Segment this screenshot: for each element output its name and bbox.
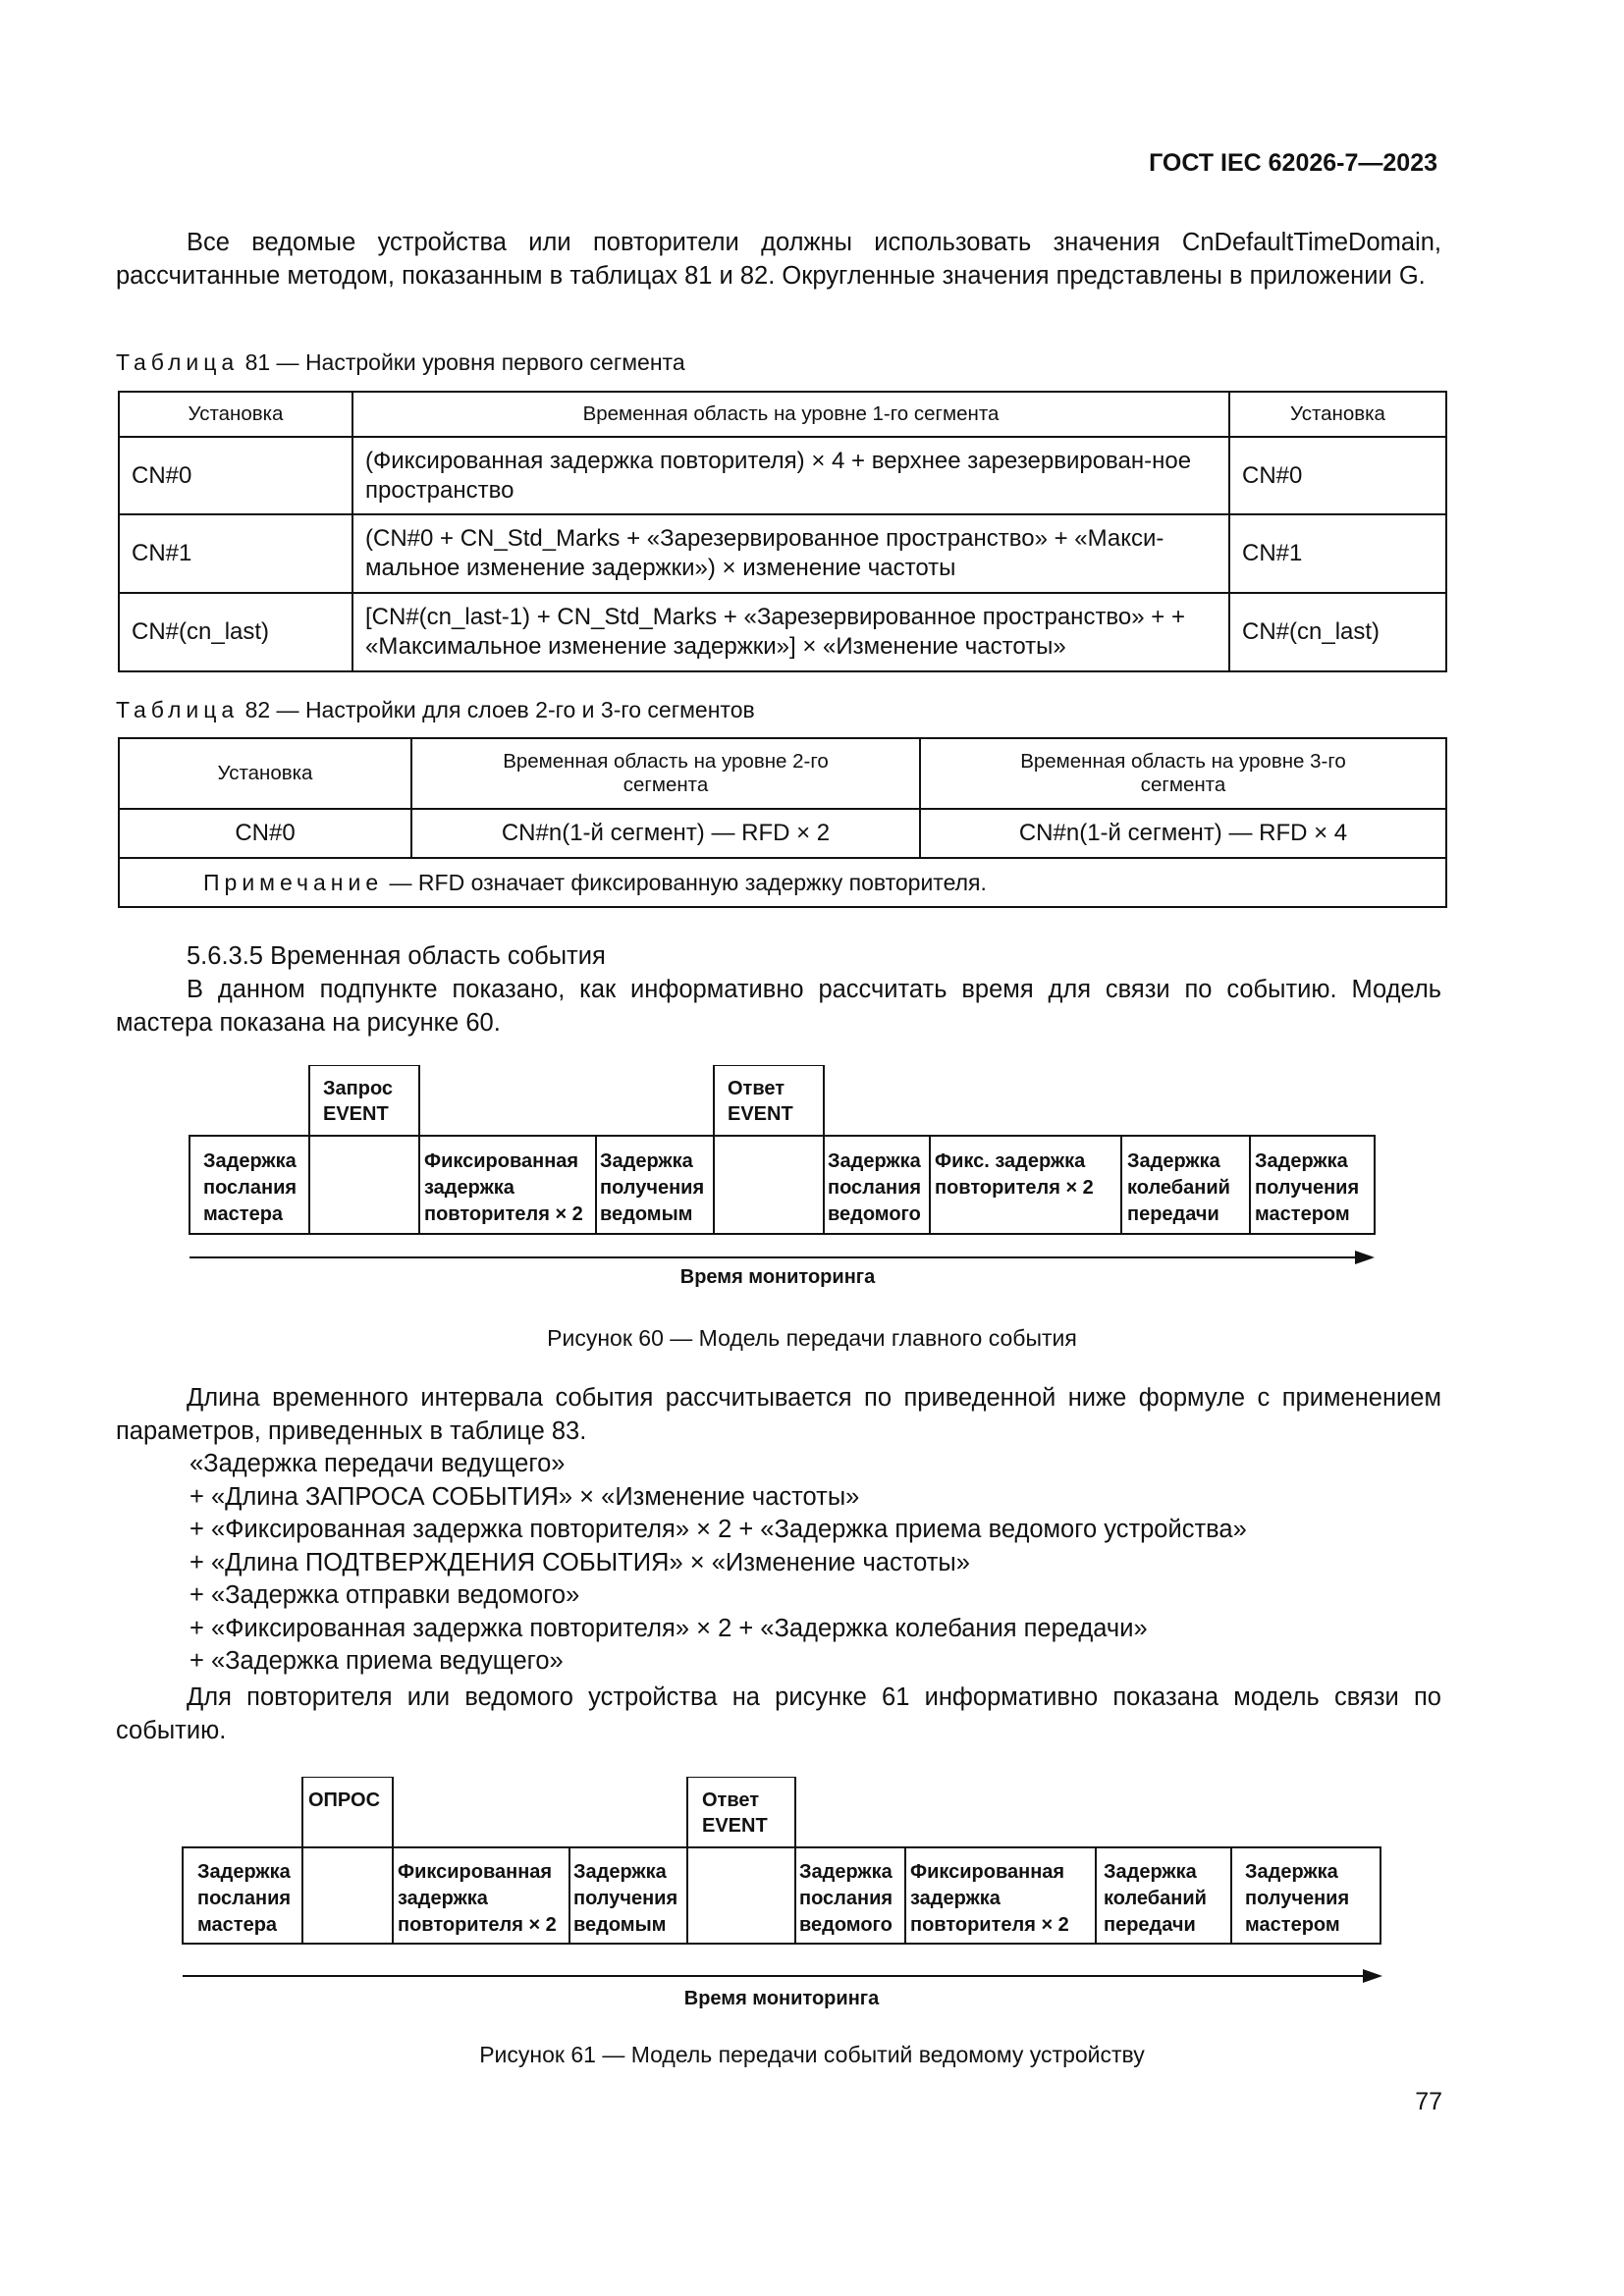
table81-header-cell: Установка [119, 392, 352, 437]
table82-caption-word: Таблица [116, 697, 240, 722]
fig61-box-label: послания [197, 1888, 292, 1909]
note-text: — RFD означает фиксированную задержку повторителя. [383, 869, 987, 895]
table82-note [119, 858, 1446, 907]
table-cell: CN#0 [119, 437, 352, 514]
fig61-box-label: Фиксированная [398, 1861, 553, 1883]
table82-header-cell: Установка [119, 738, 411, 809]
formula-line: + «Фиксированная задержка повторителя» × 2 + «Задержка приема ведомого устройства» [189, 1516, 1247, 1543]
fig60-box-label: Фикс. задержка [935, 1150, 1086, 1172]
fig61-box-label: Задержка [573, 1861, 667, 1883]
formula-lines [79, 1448, 1453, 1679]
fig61-box-label: получения [1245, 1888, 1350, 1909]
table82-header-cell: Временная область на уровне 2-го сегмента [411, 738, 920, 809]
event-response-box [687, 1777, 795, 1847]
fig60-box-label: Задержка [1255, 1150, 1348, 1172]
section-heading: 5.6.3.5 Временная область события [187, 942, 606, 970]
fig61-top-label: Ответ [702, 1789, 760, 1811]
figure60-caption: Рисунок 60 — Модель передачи главного события [547, 1325, 1077, 1351]
fig61-box-label: мастером [1245, 1914, 1340, 1936]
fig60-box-label: Задержка [203, 1150, 297, 1172]
fig61-box-label: Задержка [197, 1861, 291, 1883]
formula-outro-text: Для повторителя или ведомого устройства на рисунке 61 информативно показана модель связи по событию. [116, 1683, 1441, 1744]
fig60-top-label: Запрос [323, 1078, 394, 1099]
fig61-box-label: повторителя × 2 [398, 1914, 557, 1936]
formula-line: + «Длина ЗАПРОСА СОБЫТИЯ» × «Изменение частоты» [189, 1482, 860, 1511]
fig61-axis-label: Время мониторинга [683, 1988, 880, 2009]
fig60-box-label: получения [600, 1177, 705, 1199]
fig61-box-label: получения [573, 1888, 678, 1909]
fig60-box-label: Задержка [1127, 1150, 1220, 1172]
table-cell: CN#1 [1229, 514, 1446, 593]
fig61-box-label: повторителя × 2 [910, 1914, 1069, 1936]
table82-header-cell: Временная область на уровне 3-го сегмента [920, 738, 1446, 809]
table-cell: CN#(cn_last) [119, 593, 352, 671]
fig60-box-label: колебаний [1127, 1177, 1230, 1199]
fig60-box-label: повторителя × 2 [935, 1177, 1094, 1199]
time-axis-arrow [1355, 1251, 1375, 1264]
figure61-caption: Рисунок 61 — Модель передачи событий ведомому устройству [479, 2042, 1145, 2067]
fig61-top-label: ОПРОС [308, 1789, 381, 1811]
fig60-box-label: получения [1255, 1177, 1360, 1199]
formula-line: + «Задержка приема ведущего» [189, 1647, 564, 1675]
table-row [119, 593, 1446, 671]
page-number: 77 [1415, 2088, 1442, 2115]
fig61-box-label: Задержка [1245, 1861, 1338, 1883]
poll-box [302, 1777, 393, 1847]
formula-line: + «Фиксированная задержка повторителя» × 2 + «Задержка колебания передачи» [189, 1614, 1148, 1642]
fig61-box-label: задержка [398, 1888, 488, 1909]
formula-intro [116, 1381, 1441, 1448]
formula-intro-text: Длина временного интервала события рассчитывается по приведенной ниже формуле с применением параметров, приведенных в таблице 83. [116, 1384, 1441, 1445]
fig60-box-label: Задержка [828, 1150, 921, 1172]
table-82 [118, 737, 1447, 908]
fig61-box-label: задержка [910, 1888, 1001, 1909]
formula-line: + «Задержка отправки ведомого» [189, 1581, 580, 1609]
table-cell: CN#n(1-й сегмент) — RFD × 2 [411, 809, 920, 858]
fig60-box-label: задержка [424, 1177, 514, 1199]
fig61-box-label: ведомым [573, 1914, 667, 1936]
fig60-box-label: послания [828, 1177, 922, 1199]
table81-caption-text: 81 — Настройки уровня первого сегмента [244, 349, 685, 375]
fig60-box-label: передачи [1127, 1203, 1219, 1225]
table-cell: CN#n(1-й сегмент) — RFD × 4 [920, 809, 1446, 858]
fig61-box-label: Задержка [1104, 1861, 1197, 1883]
event-request-box [309, 1065, 419, 1136]
table-cell: CN#0 [119, 809, 411, 858]
fig61-box-label: Фиксированная [910, 1861, 1065, 1883]
table-cell: (Фиксированная задержка повторителя) × 4 + верхнее зарезервирован-ное пространство [352, 437, 1229, 514]
fig60-box-label: Задержка [600, 1150, 693, 1172]
table-row [119, 809, 1446, 858]
fig60-box-label: ведомым [600, 1203, 693, 1225]
table-cell: (CN#0 + CN_Std_Marks + «Зарезервированное пространство» + «Макси-мальное изменение задержки») × изменение частоты [352, 514, 1229, 593]
table-cell: CN#(cn_last) [1229, 593, 1446, 671]
fig61-top-label: EVENT [702, 1815, 768, 1837]
fig60-box-label: повторителя × 2 [424, 1203, 583, 1225]
intro-paragraph [116, 226, 1441, 293]
fig60-box-label: послания [203, 1177, 298, 1199]
figure-61-diagram [177, 1777, 1399, 2012]
table-81 [118, 391, 1447, 672]
table81-caption [116, 349, 685, 376]
formula-line: «Задержка передачи ведущего» [189, 1450, 566, 1477]
fig61-box-label: передачи [1104, 1914, 1196, 1936]
fig61-box-label: ведомого [799, 1914, 893, 1936]
table-row [119, 437, 1446, 514]
fig61-box-label: послания [799, 1888, 893, 1909]
table81-caption-word: Таблица [116, 349, 240, 375]
table-cell: [CN#(cn_last-1) + CN_Std_Marks + «Зарезервированное пространство» + + «Максимальное изменение задержки»] × «Изменение частоты» [352, 593, 1229, 671]
section-text: В данном подпункте показано, как информативно рассчитать время для связи по событию. Модель мастера показана на рисунке 60. [116, 976, 1441, 1037]
fig60-box-label: Фиксированная [424, 1150, 579, 1172]
event-response-box [714, 1065, 824, 1136]
intro-text: Все ведомые устройства или повторители должны использовать значения CnDefaultTimeDomain, рассчитанные методом, показанным в таблицах 81 и 82. Округленные значения представлены в приложении G. [116, 229, 1441, 290]
figure-60-diagram [177, 1065, 1394, 1301]
table81-header-cell: Временная область на уровне 1-го сегмента [352, 392, 1229, 437]
note-label: Примечание [203, 869, 384, 895]
fig60-box-label: ведомого [828, 1203, 921, 1225]
table82-caption-text: 82 — Настройки для слоев 2-го и 3-го сегментов [244, 697, 755, 722]
table-row [119, 514, 1446, 593]
fig61-box-label: колебаний [1104, 1888, 1207, 1909]
formula-line: + «Длина ПОДТВЕРЖДЕНИЯ СОБЫТИЯ» × «Изменение частоты» [189, 1548, 970, 1576]
table-note-row [119, 858, 1446, 907]
table-cell: CN#0 [1229, 437, 1446, 514]
section-5-6-3-5 [116, 939, 1441, 1040]
formula-outro [116, 1681, 1441, 1747]
table-cell: CN#1 [119, 514, 352, 593]
document-header: ГОСТ IEC 62026-7—2023 [1149, 149, 1437, 177]
fig60-box-label: мастера [203, 1203, 284, 1225]
fig60-top-label: Ответ [728, 1078, 785, 1099]
fig60-top-label: EVENT [323, 1103, 389, 1125]
fig61-box-label: мастера [197, 1914, 278, 1936]
fig61-box-label: Задержка [799, 1861, 893, 1883]
table82-caption [116, 697, 755, 723]
fig60-axis-label: Время мониторинга [679, 1266, 876, 1288]
fig60-box-label: мастером [1255, 1203, 1350, 1225]
table81-header-cell: Установка [1229, 392, 1446, 437]
fig60-top-label: EVENT [728, 1103, 793, 1125]
time-axis-arrow [1363, 1969, 1382, 1983]
